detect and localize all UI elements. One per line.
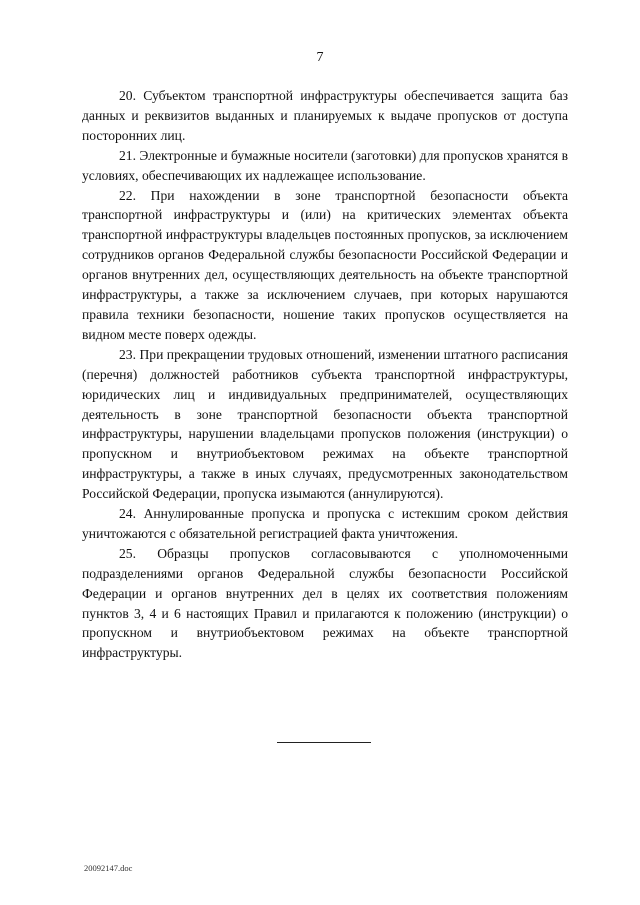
file-name-footer: 20092147.doc [84, 863, 133, 873]
paragraph-22: 22. При нахождении в зоне транспортной безопасности объекта транспортной инфраструктуры и (или) на критических элементах объекта транспортной инфраструктуры владельцев постоянных пропусков, за исключением сотрудников органов Федеральной службы безопасности Российской Федерации и органов внутренних дел, осуществляющих деятельность на объекте транспортной инфраструктуры, а также за исключением случаев, при которых нарушаются правила техники безопасности, ношение таких пропусков осуществляется на видном месте поверх одежды. [82, 187, 568, 342]
paragraph-20: 20. Субъектом транспортной инфраструктуры обеспечивается защита баз данных и реквизитов выданных и планируемых к выдаче пропусков от доступа посторонних лиц. [82, 88, 568, 143]
paragraph-21: 21. Электронные и бумажные носители (заготовки) для пропусков хранятся в условиях, обеспечивающих их надлежащее использование. [82, 147, 568, 183]
paragraph-24: 24. Аннулированные пропуска и пропуска с истекшим сроком действия уничтожаются с обязательной регистрацией факта уничтожения. [82, 506, 568, 541]
paragraph-25: 25. Образцы пропусков согласовываются с уполномоченными подразделениями органов Федеральной службы безопасности Российской Федерации и органов внутренних дел в целях их соответствия положениям пунктов 3, 4 и 6 настоящих Правил и прилагаются к положению (инструкции) о пропускном и внутриобъектовом режимах на объекте транспортной инфраструктуры. [82, 545, 568, 661]
paragraph-23: 23. При прекращении трудовых отношений, изменении штатного расписания (перечня) должностей работников субъекта транспортной инфраструктуры, юридических лиц и индивидуальных предпринимателей, осуществляющих деятельность в зоне транспортной безопасности объекта транспортной инфраструктуры, нарушении владельцами пропусков положения (инструкции) о пропускном и внутриобъектовом режимах на объекте транспортной инфраструктуры, а также в иных случаях, предусмотренных законодательством Российской Федерации, пропуска изымаются (аннулируются). [82, 346, 568, 502]
end-of-text-divider [277, 742, 371, 743]
document-body [82, 86, 568, 663]
page-number: 7 [316, 50, 324, 65]
